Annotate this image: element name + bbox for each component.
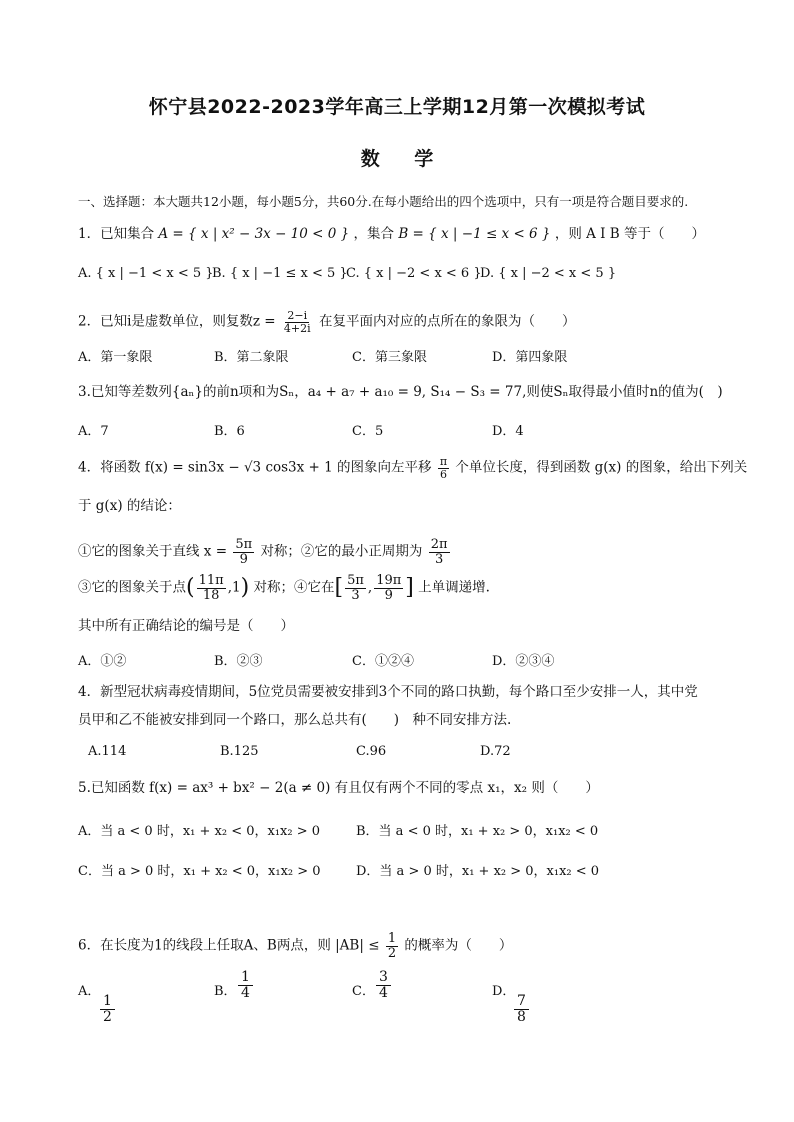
q5-option-d[interactable]: D．当 a > 0 时，x₁ + x₂ > 0，x₁x₂ < 0 [356, 864, 600, 879]
q2-option-d[interactable]: D．第四象限 [492, 350, 568, 365]
q1-option-c[interactable]: C. { x | −2 < x < 6 } [346, 266, 482, 281]
q4-text-a: 4．将函数 f(x) = sin3x − √3 cos3x + 1 的图象向左平移 [78, 459, 432, 476]
q4-c1-fraction [233, 538, 254, 566]
q4-c1-text-a: ①它的图象关于直线 x = [78, 543, 228, 560]
q6-frac-num: 1 [387, 931, 397, 946]
q1-text-c: ，则 A I B 等于（ ） [554, 226, 705, 242]
q6-option-a-num: 1 [100, 994, 115, 1010]
q4-period-num: 2π [430, 537, 448, 552]
q4-point-open-paren: ( [186, 574, 195, 600]
q4-text-b: 个单位长度，得到函数 g(x) 的图象，给出下列关 [455, 459, 748, 476]
question-5-stem: 5.已知函数 f(x) = ax³ + bx² − 2(a ≠ 0) 有且仅有两个不同的零点 x₁，x₂ 则（ ） [78, 780, 599, 796]
q4-point-num: 11π [198, 573, 224, 588]
q4-c2-text-a: ③它的图象关于点 [78, 579, 186, 596]
question-4-stem [78, 456, 747, 480]
q1-option-b[interactable]: B. { x | −1 ≤ x < 5 } [212, 266, 348, 281]
q2-fraction [282, 310, 313, 334]
q5-option-c[interactable]: C．当 a > 0 时，x₁ + x₂ < 0，x₁x₂ > 0 [78, 864, 321, 879]
q4-interval-right [374, 574, 403, 602]
q1-option-d[interactable]: D. { x | −2 < x < 5 } [480, 266, 617, 281]
q6-option-a-den: 2 [103, 1009, 112, 1026]
q4-point-y: ,1 [227, 579, 241, 596]
q4-shift-den: 6 [439, 467, 447, 481]
q4-point-den: 18 [202, 587, 220, 603]
q4-c2-text-c: 对称；④它在 [253, 579, 335, 596]
q6-option-c-fraction [376, 970, 391, 1002]
q4-conclusions-1-2 [78, 538, 452, 566]
q4-period-fraction [429, 538, 450, 566]
q4-point-fraction [197, 574, 226, 602]
q4-option-a[interactable]: A．①② [78, 654, 127, 669]
q6-option-b-den: 4 [241, 985, 250, 1002]
q4b-option-b[interactable]: B.125 [220, 744, 259, 759]
q2-frac-num: 2−i [287, 309, 308, 322]
q1-set-b: B = { x | −1 ≤ x < 6 } [398, 226, 551, 242]
question-4b-line-2: 员甲和乙不能被安排到同一个路口，那么总共有( ) 种不同安排方法. [78, 712, 512, 728]
q2-option-a[interactable]: A．第一象限 [78, 350, 153, 365]
exam-subject: 数 学 [360, 148, 448, 170]
q4-interval-close-bracket: ] [405, 574, 414, 600]
q4b-option-d[interactable]: D.72 [480, 744, 511, 759]
q6-option-d-label: D． [492, 984, 516, 999]
q6-text-b: 的概率为（ ） [404, 937, 513, 954]
q4-interval-right-num: 19π [376, 573, 402, 588]
q5-option-a[interactable]: A．当 a < 0 时，x₁ + x₂ < 0，x₁x₂ > 0 [78, 824, 321, 839]
q6-option-a-label: A． [78, 984, 101, 999]
exam-title: 怀宁县2022-2023学年高三上学期12月第一次模拟考试 [148, 96, 646, 118]
q4-stem-continued: 于 g(x) 的结论： [78, 498, 181, 514]
q1-text-b: ，集合 [353, 226, 395, 242]
q4-interval-left-num: 5π [347, 573, 364, 588]
section-heading [78, 194, 688, 209]
q6-option-b-fraction [238, 970, 253, 1002]
question-1-stem [78, 226, 705, 242]
q4-interval-open-bracket: [ [334, 574, 344, 600]
q5-option-b[interactable]: B．当 a < 0 时，x₁ + x₂ > 0，x₁x₂ < 0 [356, 824, 599, 839]
q6-frac-den: 2 [387, 945, 397, 961]
q6-option-c-num: 3 [376, 970, 391, 986]
q4-c2-text-d: 上单调递增. [418, 579, 490, 596]
q4-period-den: 3 [435, 551, 444, 567]
q2-text-b: 在复平面内对应的点所在的象限为（ ） [318, 313, 576, 330]
q2-option-b[interactable]: B．第二象限 [214, 350, 289, 365]
q2-text-a: 2．已知i是虚数单位，则复数z = [78, 313, 276, 330]
q3-option-c[interactable]: C．5 [352, 424, 384, 439]
q4-option-c[interactable]: C．①②④ [352, 654, 414, 669]
q3-option-a[interactable]: A．7 [78, 424, 109, 439]
q6-option-d-fraction [514, 994, 529, 1026]
q1-set-a: A = { x | x² − 3x − 10 < 0 } [158, 226, 350, 242]
q6-option-c-label: C． [352, 984, 375, 999]
question-4b-line-1: 4．新型冠状病毒疫情期间，5位党员需要被安排到3个不同的路口执勤，每个路口至少安排一人，其中党 [78, 684, 698, 700]
q6-option-b-label: B． [214, 984, 237, 999]
question-3-stem: 3.已知等差数列{aₙ}的前n项和为Sₙ，a₄ + a₇ + a₁₀ = 9, S₁₄ − S₃ = 77,则使Sₙ取得最小值时n的值为( ) [78, 384, 723, 400]
q6-option-d-den: 8 [517, 1009, 526, 1026]
q6-fraction [386, 932, 398, 960]
q4-interval-right-den: 9 [384, 587, 393, 603]
q4-shift-num: π [439, 455, 448, 468]
q4-ask: 其中所有正确结论的编号是（ ） [78, 618, 294, 634]
q4-interval-left [345, 574, 366, 602]
section-instructions: 一、选择题：本大题共12小题，每小题5分，共60分.在每小题给出的四个选项中，只有一项是符合题目要求的. [78, 194, 689, 209]
q6-option-b[interactable] [214, 980, 237, 999]
q6-text-a: 6．在长度为1的线段上任取A、B两点，则 |AB| ≤ [78, 937, 380, 954]
q2-option-c[interactable]: C．第三象限 [352, 350, 427, 365]
q4-c1-text-b: 对称；②它的最小正周期为 [260, 543, 423, 560]
q6-option-a-fraction [100, 994, 115, 1026]
q4-c1-den: 9 [239, 551, 248, 567]
q4-c1-num: 5π [235, 537, 253, 552]
q6-option-b-num: 1 [238, 970, 253, 986]
q4-option-b[interactable]: B．②③ [214, 654, 263, 669]
q4-conclusions-3-4: ③它的图象关于点( $\frac{11\pi}{18}$ ,1) 对称；④它在[ $\frac{5\pi}{3}$ , $\frac{19\pi}{9}$ ] 上单调递增. [78, 573, 490, 603]
q4-option-d[interactable]: D．②③④ [492, 654, 555, 669]
q4b-option-a[interactable]: A.114 [88, 744, 127, 759]
q1-text-a: 1．已知集合 [78, 226, 155, 242]
q6-option-c[interactable] [352, 980, 375, 999]
q4-interval-left-den: 3 [351, 587, 360, 603]
q4-shift-fraction [438, 456, 449, 480]
q3-option-b[interactable]: B．6 [214, 424, 245, 439]
q1-option-a[interactable]: A. { x | −1 < x < 5 } [78, 266, 214, 281]
q6-option-d[interactable] [492, 980, 515, 999]
question-2-stem [78, 310, 575, 334]
q3-option-d[interactable]: D．4 [492, 424, 524, 439]
q6-option-d-num: 7 [514, 994, 529, 1010]
q2-frac-den: 4+2i [283, 321, 311, 335]
q6-option-c-den: 4 [379, 985, 388, 1002]
q4-point-close-paren: ) [240, 574, 250, 600]
q4b-option-c[interactable]: C.96 [356, 744, 387, 759]
q6-option-a[interactable] [78, 980, 100, 999]
question-6-stem [78, 932, 512, 960]
